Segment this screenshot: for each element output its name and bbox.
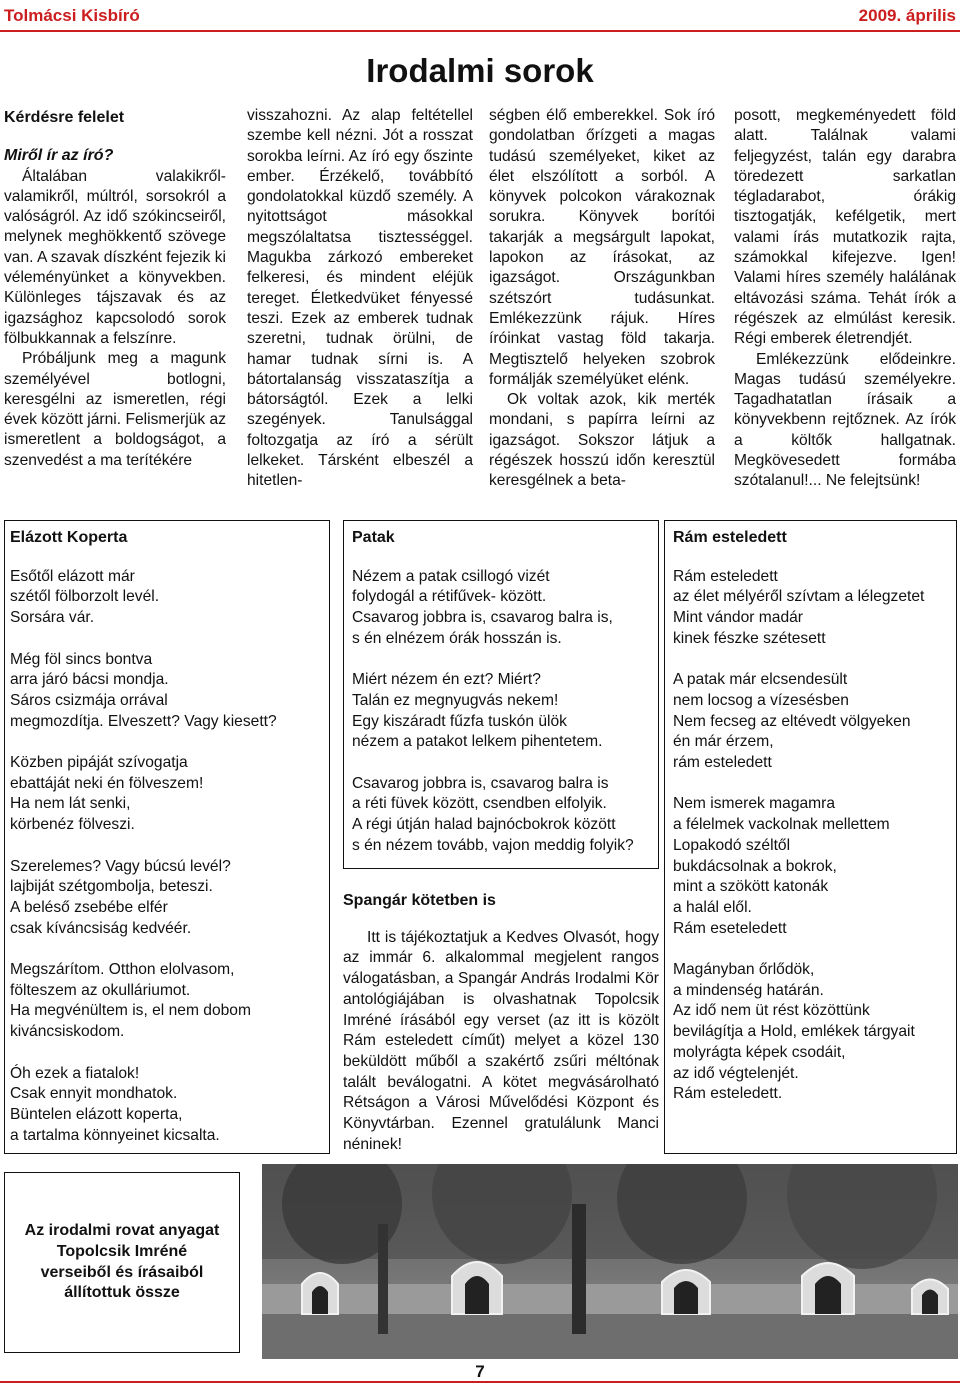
rovat-credit-text: Az irodalmi rovat anyagat Topolcsik Imréné verseiből és írásaiból állítottuk össze <box>24 1222 220 1302</box>
poem-line: Rám esteledett <box>673 567 778 585</box>
poem-box-patak <box>343 520 659 869</box>
article-paragraph: Próbáljunk meg a magunk személyével botlogni, keresgélni az ismeretlen, régi évek között járni. Felismerjük az ismeretlent a boldogságot, a szenvedést a ma terítékére <box>4 350 226 469</box>
poem-line: Miért nézem én ezt? Miért? <box>352 671 541 689</box>
poem-line: molyrágta képek csodáit, <box>673 1043 846 1061</box>
poem-line: szétől fölborzolt levél. <box>10 588 160 606</box>
page-number: 7 <box>475 1362 485 1381</box>
poem-stanza <box>10 753 329 836</box>
poem-body <box>352 567 658 857</box>
poem-line: csak kíváncsiság kedvéér. <box>10 919 192 937</box>
poem-line: Egy kiszáradt fűzfa tuskón ülök <box>352 712 567 730</box>
spangar-title: Spangár kötetben is <box>343 892 496 909</box>
header-rule <box>0 30 960 32</box>
poem-stanza <box>10 960 329 1043</box>
poem-line: én már érzem, <box>673 733 774 751</box>
article-paragraph: Emlékezzünk elődeinkre. Magas tudású személyekre. Tagadhatatlan írásaik a könyvekbenn rejtőznek. Az írók a költők hallgatnak. Megkövesedett formába szótalanul!... Ne felejtsünk! <box>734 350 956 490</box>
poem-stanza <box>10 567 329 629</box>
article-subtitle: Miről ír az író? <box>4 147 114 165</box>
article-column-1 <box>4 108 226 471</box>
article-paragraph: visszahozni. Az alap feltétellel szembe kell nézni. Jót a rosszat sorokba leírni. Az író egy őszinte ember. Érzékelő, továbbító gondolatokkal küzdő személy. A nyitottságot másokkal megszólaltatsa tisztességgel. Magukba zárkozó embereket felkeresi, és mindent eléjük tereget. Életkedvüket fényessé teszi. Ezek az emberek tudnak szeretni, tudnak örülni, de hamar tudnak sírni is. A bátortalanság visszataszítja a bátorságtól. Ezek a lelki szegények. Tanulsággal foltozgatja az író a sérült lelkeket. Társként elbeszél a hitetlen- <box>247 107 473 490</box>
poem-stanza <box>352 774 658 857</box>
poem-line: az élet mélyéről szívtam a lélegzetet <box>673 588 925 606</box>
poem-title: Elázott Koperta <box>10 529 128 546</box>
poem-stanza <box>352 567 658 650</box>
poem-line: Ha megvénültem is, el nem dobom <box>10 1002 251 1020</box>
poem-line: a mindenség határán. <box>673 981 824 999</box>
poem-line: Esőtől elázott már <box>10 567 135 585</box>
poem-line: megmozdítja. Elveszett? Vagy kiesett? <box>10 712 277 730</box>
poem-line: Még föl sincs bontva <box>10 650 153 668</box>
poem-line: az idő végtelenjét. <box>673 1064 799 1082</box>
article-column-4 <box>734 106 956 492</box>
section-title: Irodalmi sorok <box>366 52 594 89</box>
publication-title: Tolmácsi Kisbíró <box>4 6 140 25</box>
poem-line: Megszárítom. Otthon elolvasom, <box>10 961 235 978</box>
poem-line: s én nézem tovább, vajon meddig folyik? <box>352 836 634 854</box>
poem-stanza <box>10 1064 329 1147</box>
article-paragraph: posott, megkeményedett föld alatt. Találnak valami feljegyzést, talán egy darabra töredezett sarkatlan tégladarabot, órákig tisztogatják, kefélgetik, mert valami írás mutatkozik rajta, számokkal kifejezve. Igen! Valami híres személy halálának eltávozási száma. Tehát írók a régészek az elmúlást keresik. Régi emberek életrendjét. <box>734 107 956 348</box>
poem-line: a réti füvek között, csendben elfolyik. <box>352 795 607 813</box>
poem-line: folydogál a rétifűvek- között. <box>352 588 547 606</box>
poem-line: Közben pipáját szívogatja <box>10 754 188 771</box>
poem-line: Magányban őrlődök, <box>673 961 815 979</box>
poem-line: Sorsára vár. <box>10 609 95 627</box>
poem-line: A régi útján halad bajnócbokrok között <box>352 816 616 834</box>
poem-line: Ha nem lát senki, <box>10 795 131 813</box>
poem-line: Nem fecseg az eltévedt völgyeken <box>673 712 911 730</box>
article-paragraph: ségben élő emberekkel. Sok író gondolatban őrízgeti a magas tudású személyeket, kiket az élet elszólított a sorból. A könyvek polcokon várakoznak sorukra. Könyvek borítói takarják a megsárgult lapokat, lapokon az írásokat, az igazságot. Országunkban szétszórt tudásunkat. Emlékezzünk rájuk. Híres íróinkat vastag föld takarja. Megtisztelő helyeken szobrok formálják személyüket elénk. <box>489 107 715 388</box>
poem-line: A patak már elcsendesült <box>673 671 848 689</box>
poem-line: Lopakodó széltől <box>673 836 791 854</box>
photo-wine-cellars <box>262 1164 958 1359</box>
poem-line: kiváncsiskodom. <box>10 1023 125 1041</box>
poem-stanza <box>673 794 956 939</box>
rovat-credit-box <box>4 1172 240 1353</box>
poem-line: kinek fészke szétesett <box>673 629 826 647</box>
poem-line: Szerelemes? Vagy búcsú levél? <box>10 857 231 875</box>
article-column-2 <box>247 106 473 492</box>
poem-line: arra járó bácsi mondja. <box>10 671 169 689</box>
poem-line: bevilágítja a Hold, emlékek tárgyait <box>673 1023 915 1041</box>
issue-date: 2009. április <box>858 6 956 25</box>
poem-line: a félelmek vackolnak mellettem <box>673 816 890 834</box>
poem-line: Rám eseteledett <box>673 919 787 937</box>
poem-line: Az idő nem üt rést közöttünk <box>673 1002 870 1020</box>
poem-line: nézem a patakot lelkem pihentetem. <box>352 733 603 751</box>
poem-line: Mint vándor madár <box>673 609 804 627</box>
poem-line: s én elnézem órák hosszán is. <box>352 629 562 647</box>
poem-line: mint a szökött katonák <box>673 878 829 896</box>
poem-line: ebattáját neki én fölveszem! <box>10 774 204 792</box>
poem-body <box>10 567 329 1147</box>
poem-line: lajbiját szétgombolja, beteszi. <box>10 878 213 896</box>
poem-line: Csak ennyit mondhatok. <box>10 1085 178 1103</box>
poem-line: rám esteledett <box>673 754 772 772</box>
poem-title: Rám esteledett <box>673 529 787 546</box>
spangar-article <box>343 891 659 1155</box>
poem-line: Óh ezek a fiatalok! <box>10 1064 140 1082</box>
article-paragraph: Általában valakikről- valamikről, múltról, sorsokról a valóságról. Az idő szókincseiről, melynek meghökkentő szövege van. A szavak díszként fejezik ki véleményünket a könyvekben. Különleges tájszavak és az igazsághoz kapcsolodó sorok fölbukkannak a felszínre. <box>4 167 226 347</box>
poem-stanza <box>673 960 956 1105</box>
poem-stanza <box>10 857 329 940</box>
poem-line: Csavarog jobbra is, csavarog balra is, <box>352 609 613 627</box>
poem-line: Büntelen elázott koperta, <box>10 1105 183 1123</box>
poem-title: Patak <box>352 529 395 546</box>
poem-stanza <box>673 567 956 650</box>
poem-box-ram-esteledett <box>664 520 957 1154</box>
poem-line: fölteszem az okulláriumot. <box>10 981 191 999</box>
poem-line: A beléső zsebébe elfér <box>10 898 168 916</box>
poem-stanza <box>352 670 658 753</box>
poem-line: Sáros csizmája orrával <box>10 691 168 709</box>
article-title: Kérdésre felelet <box>4 109 125 126</box>
article-paragraph: Ok voltak azok, kik merték mondani, s papírra leírni az igazságot. Sokszor látjuk a régészek hosszú időn keresztül keresgélnek a beta- <box>489 391 715 490</box>
article-column-3 <box>489 106 715 492</box>
poem-stanza <box>10 650 329 733</box>
poem-body <box>673 567 956 1105</box>
poem-line: Rám esteledett. <box>673 1085 783 1103</box>
page-header <box>0 0 960 33</box>
poem-line: nem locsog a vízesésben <box>673 691 849 709</box>
poem-stanza <box>673 670 956 774</box>
poem-line: a tartalma könnyeinet kicsalta. <box>10 1126 220 1144</box>
photo-illustration <box>262 1164 958 1359</box>
spangar-text: Itt is tájékoztatjuk a Kedves Olvasót, hogy az immár 6. alkalommal megjelent rangos válogatásban, a Spangár András Irodalmi Kör antológiájában is olvashatnak Topolcsik Imréné írásából egy verset (az itt is közölt Rám esteledett címűt) melyet a közel 130 beküldött műből a szakértő zsűri méltónak talált beválogatni. A kötet megvásárolható Rétságon a Városi Művelődési Központ és Könyvtárban. Ezennel gratulálunk Manci néninek! <box>343 928 659 1153</box>
poem-line: Nem ismerek magamra <box>673 795 836 813</box>
poem-line: a halál elől. <box>673 898 752 916</box>
poem-line: körbenéz fölveszi. <box>10 816 135 834</box>
poem-line: bukdácsolnak a bokrok, <box>673 857 837 875</box>
poem-line: Talán ez megnyugvás nekem! <box>352 691 559 709</box>
poem-line: Nézem a patak csillogó vizét <box>352 567 550 585</box>
poem-line: Csavarog jobbra is, csavarog balra is <box>352 774 609 792</box>
poem-box-koperta <box>4 520 330 1154</box>
